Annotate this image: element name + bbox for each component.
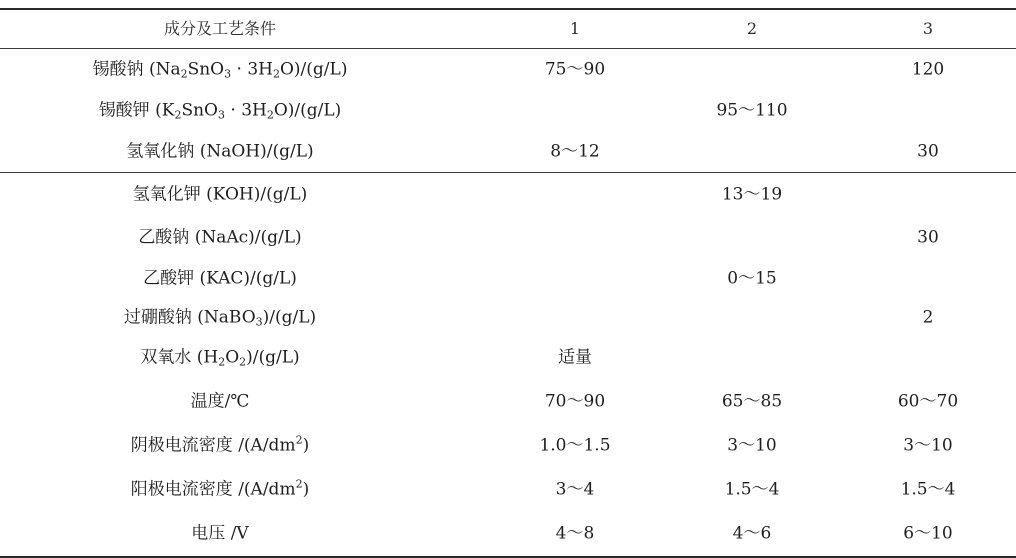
table-row xyxy=(0,259,1016,299)
row-label: 锡酸钠 $(Na_2SnO_3 \cdot 3H_2O)/(g/L)$ xyxy=(92,59,348,80)
row-label: 氢氧化钾 (KOH)/(g/L) xyxy=(132,184,308,204)
cell-col-3: 3～10 xyxy=(903,435,953,456)
cell-col-3: 1.5～4 xyxy=(900,479,956,500)
cell-col-3: 6～10 xyxy=(903,523,953,544)
table-row xyxy=(0,49,1016,90)
cell-col-3: 30 xyxy=(917,141,939,161)
row-label: 乙酸钾 (KAC)/(g/L) xyxy=(143,268,297,289)
row-label: 氢氧化钠 (NaOH)/(g/L) xyxy=(126,141,314,161)
cell-col-2: 13～19 xyxy=(721,184,783,204)
row-label: 乙酸钠 (NaAc)/(g/L) xyxy=(138,227,302,247)
cell-col-3: 2 xyxy=(922,307,934,327)
cell-col-2: 3～10 xyxy=(727,435,777,456)
header-col-3: 3 xyxy=(922,19,934,38)
row-label: 温度/℃ xyxy=(190,391,250,412)
row-label: 双氧水 $(H_2O_2)/(g/L)$ xyxy=(140,347,300,369)
table-row xyxy=(0,299,1016,336)
cell-col-3: 120 xyxy=(911,59,945,79)
table-row xyxy=(0,336,1016,380)
table-body xyxy=(0,49,1016,556)
table-row xyxy=(0,173,1016,216)
table-row xyxy=(0,424,1016,468)
cell-col-1: 1.0～1.5 xyxy=(539,435,611,456)
header-condition: 成分及工艺条件 xyxy=(163,19,277,38)
table-row xyxy=(0,512,1016,556)
cell-col-2: 1.5～4 xyxy=(724,479,780,500)
cell-col-3: 60～70 xyxy=(897,391,959,412)
table-row xyxy=(0,131,1016,172)
table-header-row xyxy=(0,10,1016,48)
cell-col-1: 4～8 xyxy=(555,523,595,544)
cell-col-1: 70～90 xyxy=(544,391,606,412)
row-label: 电压 /V xyxy=(191,523,249,544)
cell-col-3: 30 xyxy=(917,227,939,247)
row-label: 锡酸钾 $(K_2SnO_3 \cdot 3H_2O)/(g/L)$ xyxy=(98,100,342,121)
cell-col-2: 4～6 xyxy=(732,523,772,544)
cell-col-1: 8～12 xyxy=(550,141,600,161)
cell-col-1: 3～4 xyxy=(555,479,595,500)
row-label: 过硼酸钠 (NaBO$_3$)/(g/L) xyxy=(123,307,317,328)
table-row xyxy=(0,216,1016,259)
cell-col-2: 95～110 xyxy=(716,100,788,120)
row-label: 阳极电流密度 $/(A/dm^2)$ xyxy=(130,477,310,500)
process-conditions-table xyxy=(0,8,1016,558)
cell-col-2: 0～15 xyxy=(727,268,777,289)
table-row xyxy=(0,380,1016,424)
cell-col-2: 65～85 xyxy=(721,391,783,412)
row-label: 阴极电流密度 $/(A/dm^2)$ xyxy=(130,433,310,456)
table-row xyxy=(0,468,1016,512)
header-col-1: 1 xyxy=(569,19,581,38)
header-col-2: 2 xyxy=(746,19,758,38)
table-row xyxy=(0,90,1016,131)
cell-col-1: 适量 xyxy=(558,347,592,368)
cell-col-1: 75～90 xyxy=(544,59,606,79)
